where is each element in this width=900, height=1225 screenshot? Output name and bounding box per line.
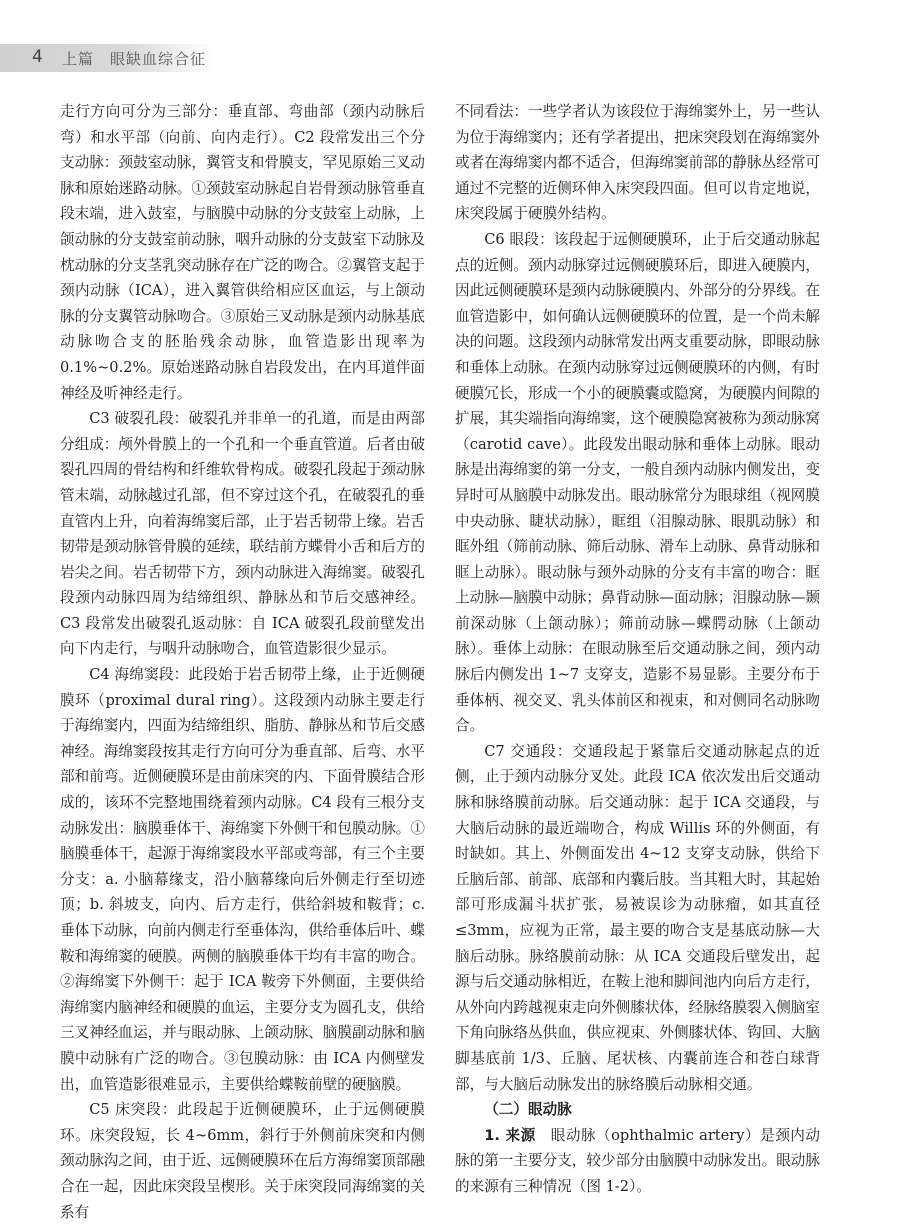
right-column — [455, 99, 820, 1200]
section-heading-ophthalmic-artery: （二）眼动脉 — [484, 1101, 572, 1119]
page-number: 4 — [32, 47, 43, 67]
paragraph-c5-continued: 不同看法：一些学者认为该段位于海绵窦外上，另一些认为位于海绵窦内；还有学者提出，把床突段划在海绵窦外或者在海绵窦内都不适合，但海绵窦前部的静脉丛经常可通过不完整的近侧环伸入床突段四面。但可以肯定地说，床突段属于硬膜外结构。 — [455, 103, 820, 223]
origin-term: 1. 来源 — [484, 1126, 536, 1144]
paragraph-c6: C6 眼段：该段起于远侧硬膜环，止于后交通动脉起点的近侧。颈内动脉穿过远侧硬膜环后，即进入硬膜内，因此远侧硬膜环是颈内动脉硬膜内、外部分的分界线。在血管造影中，如何确认远侧硬膜环的位置，是一个尚未解决的问题。这段颈内动脉常发出两支重要动脉，即眼动脉和垂体上动脉。在颈内动脉穿过远侧硬膜环的内侧，有时硬膜冗长，形成一个小的硬膜囊或隐窝，为硬膜内间隙的扩展，其尖端指向海绵窦，这个硬膜隐窝被称为颈动脉窝（carotid cave）。此段发出眼动脉和垂体上动脉。眼动脉是出海绵窦的第一分支，一般自颈内动脉内侧发出，变异时可从脑膜中动脉发出。眼动脉常分为眼球组（视网膜中央动脉、睫状动脉），眶组（泪腺动脉、眼肌动脉）和眶外组（筛前动脉、筛后动脉、滑车上动脉、鼻背动脉和眶上动脉）。眼动脉与颈外动脉的分支有丰富的吻合：眶上动脉—脑膜中动脉；鼻背动脉—面动脉；泪腺动脉—颞前深动脉（上颌动脉）；筛前动脉—蝶腭动脉（上颌动脉）。垂体上动脉：在眼动脉至后交通动脉之间，颈内动脉后内侧发出 1~7 支穿支，造影不易显影。主要分布于垂体柄、视交叉、乳头体前区和视束，和对侧同名动脉吻合。 — [455, 230, 820, 735]
paragraph-c5: C5 床突段：此段起于近侧硬膜环，止于远侧硬膜环。床突段短，长 4~6mm，斜行于外侧前床突和内侧颈动脉沟之间，由于近、远侧硬膜环在后方海绵窦顶部融合在一起，因此床突段呈楔形。关于床突段同海绵窦的关系有 — [60, 1101, 425, 1221]
paragraph-c2-continued: 走行方向可分为三部分：垂直部、弯曲部（颈内动脉后弯）和水平部（向前、向内走行）。C2 段常发出三个分支动脉：颈鼓室动脉，翼管支和骨膜支，罕见原始三叉动脉和原始迷路动脉。①颈鼓室动脉起自岩骨颈动脉管垂直段末端，进入鼓室，与脑膜中动脉的分支鼓室上动脉，上颌动脉的分支鼓室前动脉，咽升动脉的分支鼓室下动脉及枕动脉的分支茎乳突动脉存在广泛的吻合。②翼管支起于颈内动脉（ICA），进入翼管供给相应区血运，与上颌动脉的分支翼管动脉吻合。③原始三叉动脉是颈内动脉基底动脉吻合支的胚胎残余动脉，血管造影出现率为 0.1%~0.2%。原始迷路动脉自岩段发出，在内耳道伴面神经及听神经走行。 — [60, 103, 425, 402]
paragraph-c3: C3 破裂孔段：破裂孔并非单一的孔道，而是由两部分组成：颅外骨膜上的一个孔和一个垂直管道。后者由破裂孔四周的骨结构和纤维软骨构成。破裂孔段起于颈动脉管末端，动脉越过孔部，但不穿过这个孔，在破裂孔的垂直管内上升，向着海绵窦后部，止于岩舌韧带上缘。岩舌韧带是颈动脉管骨膜的延续，联结前方蝶骨小舌和后方的岩尖之间。岩舌韧带下方，颈内动脉进入海绵窦。破裂孔段颈内动脉四周为结缔组织、静脉丛和节后交感神经。C3 段常发出破裂孔返动脉：自 ICA 破裂孔段前壁发出向下内走行，与咽升动脉吻合，血管造影很少显示。 — [60, 410, 425, 658]
paragraph-c4: C4 海绵窦段：此段始于岩舌韧带上缘，止于近侧硬膜环（proximal dural ring）。这段颈内动脉主要走行于海绵窦内，四面为结缔组织、脂肪、静脉丛和节后交感神经。海绵窦段按其走行方向可分为垂直部、后弯、水平部和前弯。近侧硬膜环是由前床突的内、下面骨膜结合形成的，该环不完整地围绕着颈内动脉。C4 段有三根分支动脉发出：脑膜垂体干、海绵窦下外侧干和包膜动脉。①脑膜垂体干，起源于海绵窦段水平部或弯部，有三个主要分支：a. 小脑幕缘支，沿小脑幕缘向后外侧走行至切迹顶；b. 斜坡支，向内、后方走行，供给斜坡和鞍背；c. 垂体下动脉，向前内侧走行至垂体沟，供给垂体后叶、蝶鞍和海绵窦的硬膜。两侧的脑膜垂体干均有丰富的吻合。②海绵窦下外侧干：起于 ICA 鞍旁下外侧面，主要供给海绵窦内脑神经和硬膜的血运，主要分支为圆孔支，供给三叉神经血运，并与眼动脉、上颌动脉、脑膜副动脉和脑膜中动脉有广泛的吻合。③包膜动脉：由 ICA 内侧壁发出，血管造影很难显示，主要供给蝶鞍前壁的硬脑膜。 — [60, 666, 425, 1093]
paragraph-c7: C7 交通段：交通段起于紧靠后交通动脉起点的近侧，止于颈内动脉分叉处。此段 ICA 依次发出后交通动脉和脉络膜前动脉。后交通动脉：起于 ICA 交通段，与大脑后动脉的最近端吻合，构成 Willis 环的外侧面，有时缺如。其上、外侧面发出 4~12 支穿支动脉，供给下丘脑后部、前部、底部和内囊后肢。当其粗大时，其起始部可形成漏斗状扩张，易被误诊为动脉瘤，如其直径≤3mm，应视为正常，最主要的吻合支是基底动脉—大脑后动脉。脉络膜前动脉：从 ICA 交通段后壁发出，起源与后交通动脉相近，在鞍上池和脚间池内向后方走行，从外向内跨越视束走向外侧膝状体，经脉络膜裂入侧脑室下角向脉络丛供血，供应视束、外侧膝状体、钩回、大脑脚基底前 1/3、丘脑、尾状核、内囊前连合和苍白球背部，与大脑后动脉发出的脉络膜后动脉相交通。 — [455, 742, 820, 1093]
running-header — [0, 44, 900, 72]
paragraph-origin — [455, 1123, 820, 1200]
header-title: 上篇 眼缺血综合征 — [62, 50, 207, 68]
left-column — [60, 99, 425, 1225]
origin-text: 眼动脉（ophthalmic artery）是颈内动脉的第一主要分支，较少部分由脑膜中动脉发出。眼动脉的来源有三种情况（图 1-2）。 — [455, 1126, 820, 1195]
